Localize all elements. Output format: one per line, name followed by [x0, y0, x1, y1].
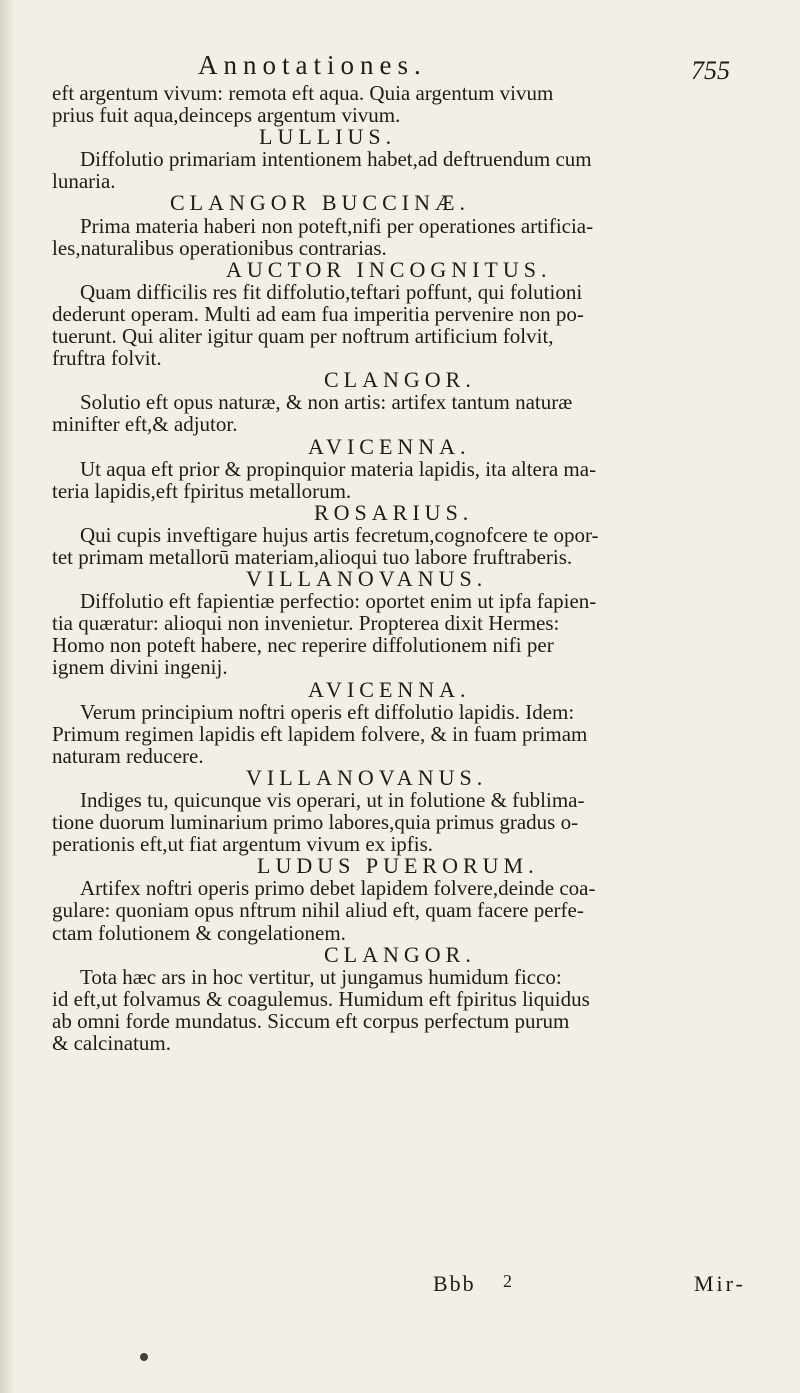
text-line: eft argentum vivum: remota eft aqua. Quia argentum vivum — [52, 81, 554, 105]
text-line: teria lapidis,eft fpiritus metallorum. — [52, 478, 352, 503]
section-heading: AUCTOR INCOGNITUS. — [226, 256, 552, 282]
text-line: Homo non poteft habere, nec reperire diffolutionem nifi per — [52, 633, 554, 658]
text-line: Diffolutio primariam intentionem habet,ad deftruendum cum — [80, 147, 592, 172]
text-line: Primum regimen lapidis eft lapidem folvere, & in fuam primam — [52, 721, 588, 746]
text-line: tet primam metallorū materiam,alioqui tuo labore fruftraberis. — [52, 544, 573, 569]
running-title: Annotationes. — [198, 50, 427, 80]
text-line: fruftra folvit. — [52, 346, 162, 371]
text-line: Solutio eft opus naturæ, & non artis: artifex tantum naturæ — [80, 390, 573, 415]
section-heading: ROSARIUS. — [314, 499, 474, 525]
text-line: tia quæratur: alioqui non invenietur. Propterea dixit Hermes: — [52, 611, 560, 636]
body-text — [52, 82, 742, 1054]
text-line: Qui cupis inveftigare hujus artis fecretum,cognofcere te opor- — [80, 522, 599, 547]
section-heading: LULLIUS. — [259, 124, 397, 150]
text-line: dederunt operam. Multi ad eam fua imperitia pervenire non po- — [52, 301, 584, 326]
text-line: Ut aqua eft prior & propinquior materia lapidis, ita altera ma- — [80, 456, 597, 481]
text-line: ctam folutionem & congelationem. — [52, 920, 346, 945]
text-line: prius fuit aqua,deinceps argentum vivum. — [52, 103, 401, 128]
section-heading: AVICENNA. — [308, 676, 471, 702]
text-line: Diffolutio eft fapientiæ perfectio: oportet enim ut ipfa fapien- — [80, 589, 597, 614]
page-footer — [0, 1271, 800, 1301]
text-line: naturam reducere. — [52, 743, 204, 768]
text-line: ignem divini ingenij. — [52, 655, 228, 680]
text-line: les,naturalibus operationibus contrarias. — [52, 235, 387, 260]
text-line: Verum principium noftri operis eft diffolutio lapidis. Idem: — [80, 699, 575, 724]
text-line: gulare: quoniam opus nftrum nihil aliud eft, quam facere perfe- — [52, 898, 584, 923]
page-number: 755 — [691, 56, 730, 85]
signature-number: 2 — [503, 1271, 512, 1291]
text-line: Quam difficilis res fit diffolutio,teftari poffunt, qui folutioni — [80, 279, 583, 304]
section-heading: CLANGOR. — [324, 941, 476, 967]
text-line: Indiges tu, quicunque vis operari, ut in folutione & fublima- — [80, 788, 585, 812]
text-line: Tota hæc ars in hoc vertitur, ut jungamus humidum ficco: — [80, 964, 562, 989]
text-line: tione duorum luminarium primo labores,quia primus gradus o- — [52, 810, 579, 835]
text-line: minifter eft,& adjutor. — [52, 412, 238, 437]
section-heading: CLANGOR BUCCINÆ. — [170, 190, 471, 216]
section-heading: VILLANOVANUS. — [246, 764, 488, 790]
text-line: Artifex noftri operis primo debet lapidem folvere,deinde coa- — [80, 876, 596, 901]
text-line: lunaria. — [52, 169, 116, 194]
ink-spot — [140, 1353, 148, 1361]
page-gutter-shadow — [0, 0, 14, 1393]
signature-mark: Bbb — [433, 1271, 476, 1296]
section-heading: VILLANOVANUS. — [246, 566, 488, 592]
catchword: Mir- — [694, 1271, 746, 1296]
section-heading: CLANGOR. — [324, 367, 476, 393]
text-line: Prima materia haberi non poteft,nifi per operationes artificia- — [80, 213, 594, 238]
text-line: perationis eft,ut fiat argentum vivum ex ipfis. — [52, 832, 434, 857]
text-line: id eft,ut folvamus & coagulemus. Humidum eft fpiritus liquidus — [52, 986, 590, 1011]
text-line: tuerunt. Qui aliter igitur quam per noftrum artificium folvit, — [52, 324, 554, 349]
text-line: & calcinatum. — [52, 1031, 171, 1056]
section-heading: LUDUS PUERORUM. — [257, 853, 539, 879]
section-heading: AVICENNA. — [308, 433, 471, 459]
text-line: ab omni forde mundatus. Siccum eft corpus perfectum purum — [52, 1008, 570, 1033]
